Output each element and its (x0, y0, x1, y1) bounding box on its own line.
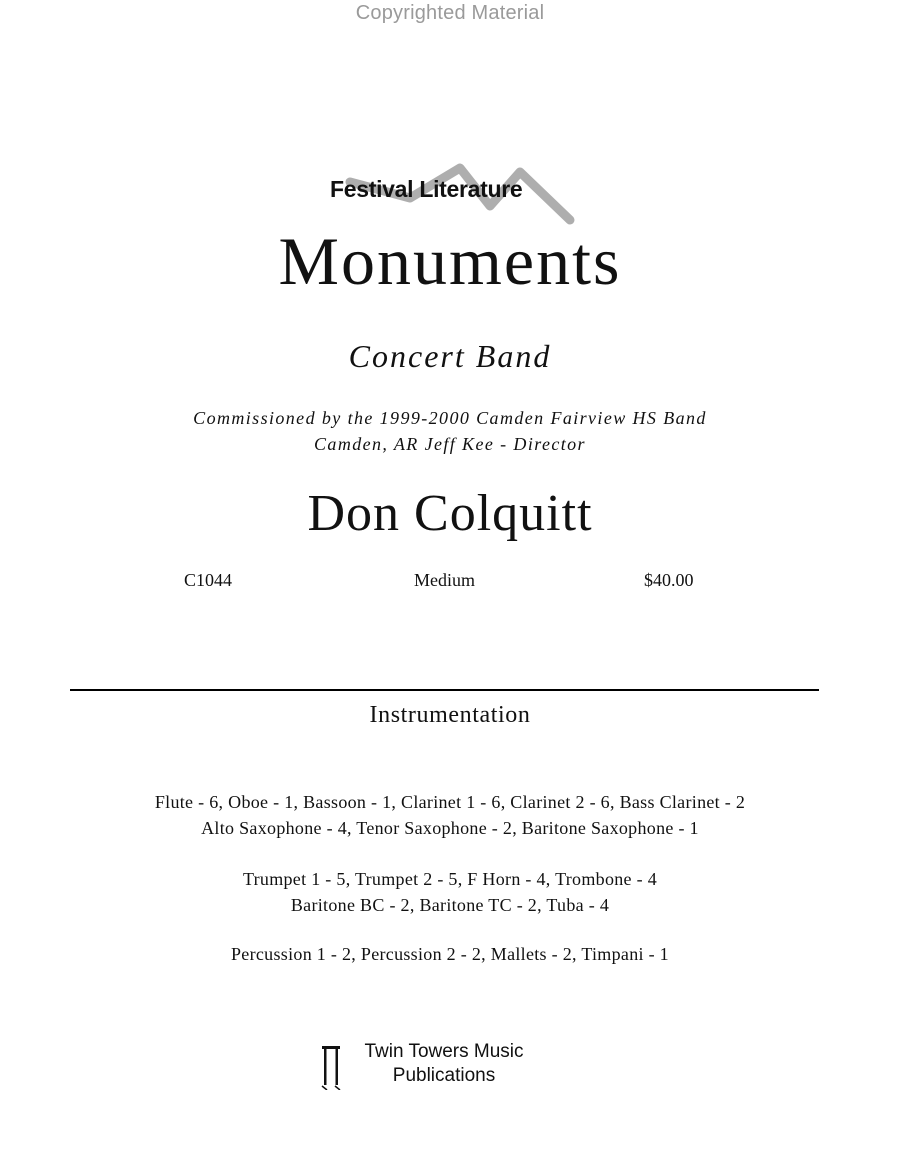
composer-name: Don Colquitt (307, 485, 593, 542)
instrumentation-line: Baritone BC - 2, Baritone TC - 2, Tuba - 4 (290, 895, 610, 915)
commission-note (0, 405, 900, 457)
publisher-block (320, 1040, 560, 1094)
publisher-line-1: Twin Towers Music (364, 1041, 524, 1062)
ensemble-subtitle: Concert Band (348, 338, 552, 374)
commission-line-2: Camden, AR Jeff Kee - Director (314, 434, 586, 454)
publisher-name (344, 1040, 544, 1088)
instrumentation-line: Percussion 1 - 2, Percussion 2 - 2, Mallets - 2, Timpani - 1 (231, 944, 669, 964)
commission-line-1: Commissioned by the 1999-2000 Camden Fairview HS Band (193, 408, 707, 428)
instrumentation-percussion (0, 941, 900, 967)
catalog-code: C1044 (184, 570, 233, 590)
series-label: Festival Literature (330, 176, 523, 202)
instrumentation-line: Alto Saxophone - 4, Tenor Saxophone - 2, Baritone Saxophone - 1 (201, 818, 699, 838)
instrumentation-line: Flute - 6, Oboe - 1, Bassoon - 1, Clarinet 1 - 6, Clarinet 2 - 6, Bass Clarinet - 2 (154, 792, 746, 812)
instrumentation-brass (0, 866, 900, 918)
instrumentation-woodwinds (0, 789, 900, 841)
instrumentation-line: Trumpet 1 - 5, Trumpet 2 - 5, F Horn - 4, Trombone - 4 (242, 869, 658, 889)
divider-rule (70, 689, 819, 691)
price: $40.00 (644, 570, 694, 590)
piece-title: Monuments (278, 223, 622, 299)
series-logo (320, 158, 590, 228)
twin-towers-logo-icon (320, 1046, 342, 1090)
instrumentation-heading: Instrumentation (369, 702, 531, 728)
copyright-watermark: Copyrighted Material (355, 2, 545, 24)
publisher-line-2: Publications (392, 1065, 496, 1086)
difficulty-level: Medium (414, 570, 475, 590)
